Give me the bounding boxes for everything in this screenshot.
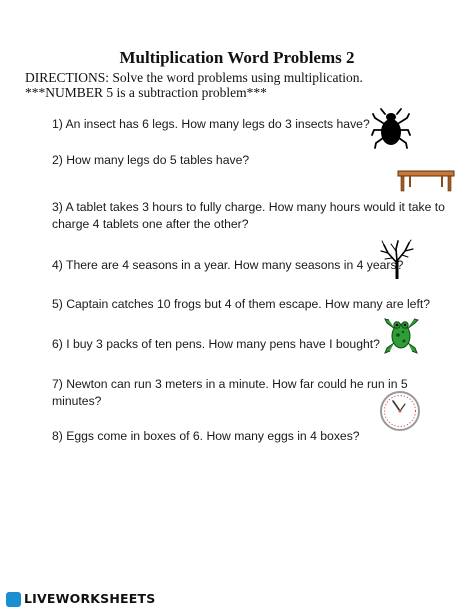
tree-icon xyxy=(378,239,416,279)
question-3: 3) A tablet takes 3 hours to fully charge. How many hours would it take to charge 4 tablets one after the other? xyxy=(52,200,445,231)
frog-icon xyxy=(383,317,419,355)
question-1: 1) An insect has 6 legs. How many legs do 3 insects have? xyxy=(52,117,370,131)
question-8: 8) Eggs come in boxes of 6. How many eggs in 4 boxes? xyxy=(52,429,360,443)
page-title: Multiplication Word Problems 2 xyxy=(119,48,355,67)
question-6: 6) I buy 3 packs of ten pens. How many pens have I bought? xyxy=(52,337,380,351)
question-4: 4) There are 4 seasons in a year. How many seasons in 4 years? xyxy=(52,258,404,272)
question-2: 2) How many legs do 5 tables have? xyxy=(52,153,250,167)
table-icon xyxy=(397,168,455,192)
clock-icon xyxy=(379,390,421,432)
question-7: 7) Newton can run 3 meters in a minute. How far could he run in 5 minutes? xyxy=(52,377,408,408)
directions xyxy=(25,70,363,100)
directions-line: DIRECTIONS: Solve the word problems using multiplication. xyxy=(25,70,363,85)
liveworksheets-logo-icon xyxy=(6,592,21,607)
beetle-icon xyxy=(371,108,411,150)
directions-note: ***NUMBER 5 is a subtraction problem*** xyxy=(25,85,267,100)
footer-brand: LIVEWORKSHEETS xyxy=(24,591,156,606)
footer xyxy=(0,588,474,611)
question-5: 5) Captain catches 10 frogs but 4 of them escape. How many are left? xyxy=(52,297,431,311)
